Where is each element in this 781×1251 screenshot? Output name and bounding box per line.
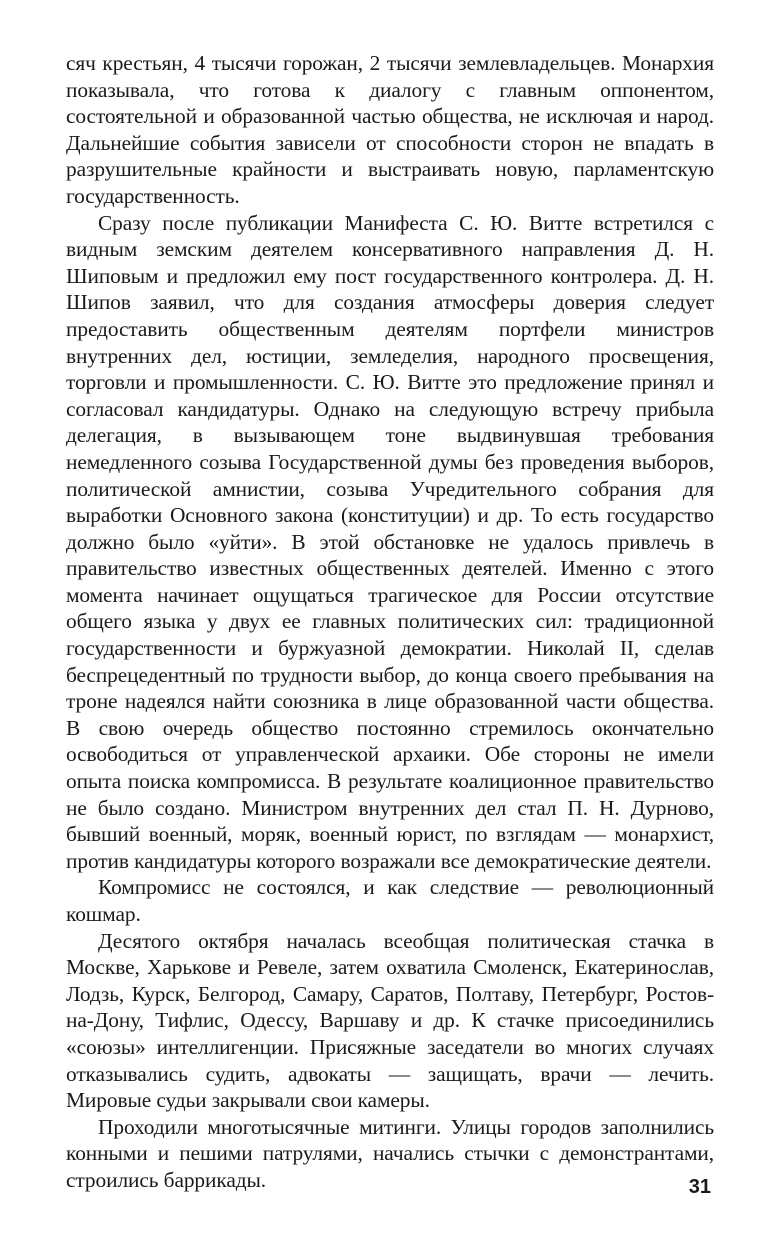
paragraph-3: Компромисс не состоялся, и как следствие — революционный кошмар. [66,875,714,926]
book-page [66,50,714,1194]
paragraph-4: Десятого октября началась всеобщая политическая стачка в Москве, Харькове и Ревеле, затем охватила Смоленск, Екатеринослав, Лодзь, Курск, Белгород, Самару, Саратов, Полтаву, Петербург, Ростов-на-Дону, Тифлис, Одессу, Варшаву и др. К стачке присоединились «союзы» интеллигенции. Присяжные заседатели во многих случаях отказывались судить, адвокаты — защищать, врачи — лечить. Мировые судьи закрывали свои камеры. [66,928,714,1113]
paragraph-5: Проходили многотысячные митинги. Улицы городов заполнились конными и пешими патрулями, начались стычки с демонстрантами, строились баррикады. [66,1114,714,1192]
page-number: 31 [688,1176,711,1198]
paragraph-1: сяч крестьян, 4 тысячи горожан, 2 тысячи землевладельцев. Монархия показывала, что готова к диалогу с главным оппонентом, состоятельной и образованной частью общества, не исключая и народ. Дальнейшие события зависели от способности сторон не впадать в разрушительные крайности и выстраивать новую, парламентскую государственность. [66,51,714,208]
paragraph-2: Сразу после публикации Манифеста С. Ю. Витте встретился с видным земским деятелем консервативного направления Д. Н. Шиповым и предложил ему пост государственного контролера. Д. Н. Шипов заявил, что для создания атмосферы доверия следует предоставить общественным деятелям портфели министров внутренних дел, юстиции, земледелия, народного просвещения, торговли и промышленности. С. Ю. Витте это предложение принял и согласовал кандидатуры. Однако на следующую встречу прибыла делегация, в вызывающем тоне выдвинувшая требования немедленного созыва Государственной думы без проведения выборов, политической амнистии, созыва Учредительного собрания для выработки Основного закона (конституции) и др. То есть государство должно было «уйти». В этой обстановке не удалось привлечь в правительство известных общественных деятелей. Именно с этого момента начинает ощущаться трагическое для России отсутствие общего языка у двух ее главных политических сил: традиционной государственности и буржуазной демократии. Николай II, сделав беспрецедентный по трудности выбор, до конца своего пребывания на троне надеялся найти союзника в лице образованной части общества. В свою очередь общество постоянно стремилось окончательно освободиться от управленческой архаики. Обе стороны не имели опыта поиска компромисса. В результате коалиционное правительство не было создано. Министром внутренних дел стал П. Н. Дурново, бывший военный, моряк, военный юрист, по взглядам — монархист, против кандидатуры которого возражали все демократические деятели. [66,210,714,873]
